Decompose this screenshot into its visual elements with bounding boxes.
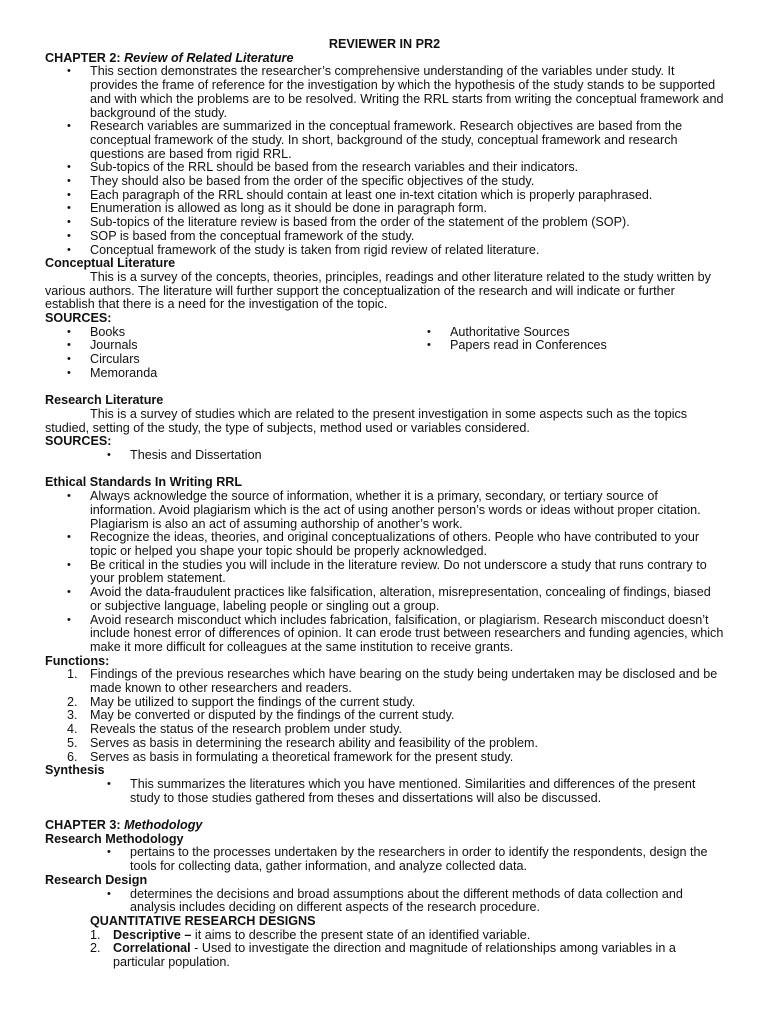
list-item: • Always acknowledge the source of information, whether it is a primary, secondary, or tertiary source of information. Avoid plagiarism which is the act of using another person’s words or ideas without proper citation. Plagiarism is also an act of assuming authorship of another’s work. — [45, 490, 724, 531]
list-item: • SOP is based from the conceptual framework of the study. — [45, 230, 724, 244]
synthesis-bullets — [45, 778, 724, 805]
sources-right-column — [405, 326, 724, 381]
chapter-2-heading — [45, 52, 724, 66]
list-item: • Books — [45, 326, 405, 340]
list-number: 6. — [67, 749, 78, 764]
research-literature-heading: Research Literature — [45, 393, 164, 408]
list-number: 3. — [67, 708, 78, 723]
quantitative-designs-list — [45, 929, 724, 970]
list-number: 2. — [67, 694, 78, 709]
research-design-bullets — [45, 888, 724, 915]
list-number: 4. — [67, 722, 78, 737]
ethical-standards-bullets — [45, 490, 724, 654]
list-item: • This section demonstrates the researcher’s comprehensive understanding of the variables under study. It provides the frame of reference for the investigation by which the hypothesis of the study stands to be supported and with which the problems are to be resolved. Writing the RRL starts from writing the conceptual framework and background of the study. — [45, 65, 724, 120]
list-number: 5. — [67, 735, 78, 750]
list-item — [45, 696, 724, 710]
document-title: REVIEWER IN PR2 — [328, 37, 441, 51]
list-item: • Avoid the data-fraudulent practices like falsification, alteration, misrepresentation, concealing of findings, biased or subjective language, labeling people or singling out a group. — [45, 586, 724, 613]
sources-left-column — [45, 326, 405, 381]
research-sources-label: SOURCES: — [45, 434, 112, 449]
chapter-2-name: Review of Related Literature — [124, 50, 294, 65]
list-text: May be converted or disputed by the findings of the current study. — [90, 708, 455, 723]
research-methodology-heading: Research Methodology — [45, 831, 184, 846]
design-term: Correlational — [113, 941, 191, 956]
research-methodology-bullets — [45, 846, 724, 873]
list-item: • Research variables are summarized in the conceptual framework. Research objectives are based from the conceptual framework of the study. In short, background of the study, conceptual framework and research questions are based from rigid RRL. — [45, 120, 724, 161]
list-item: • Sub-topics of the RRL should be based from the research variables and their indicators. — [45, 161, 724, 175]
chapter-3-heading — [45, 819, 724, 833]
list-item: • Authoritative Sources — [405, 326, 724, 340]
list-item: • determines the decisions and broad assumptions about the different methods of data collection and analysis includes deciding on different aspects of the research procedure. — [45, 888, 724, 915]
design-text: it aims to describe the present state of an identified variable. — [194, 927, 531, 942]
list-item: • Recognize the ideas, theories, and original conceptualizations of others. People who have contributed to your topic or helped you shape your topic should be properly acknowledged. — [45, 531, 724, 558]
synthesis-heading: Synthesis — [45, 763, 105, 778]
list-item: • Sub-topics of the literature review is based from the order of the statement of the problem (SOP). — [45, 216, 724, 230]
research-sources — [45, 449, 724, 463]
conceptual-sources — [45, 326, 724, 381]
functions-heading: Functions: — [45, 653, 110, 668]
list-text: May be utilized to support the findings of the current study. — [90, 694, 416, 709]
list-item: • Thesis and Dissertation — [45, 449, 724, 463]
chapter-2-prefix: CHAPTER 2: — [45, 50, 125, 65]
list-item — [45, 737, 724, 751]
list-item — [45, 723, 724, 737]
list-number: 2. — [90, 941, 101, 956]
chapter-3-name: Methodology — [124, 818, 203, 833]
chapter-3-prefix: CHAPTER 3: — [45, 818, 125, 833]
list-text: Serves as basis in formulating a theoretical framework for the present study. — [90, 749, 514, 764]
list-item: • This summarizes the literatures which you have mentioned. Similarities and differences of the present study to those studies gathered from theses and dissertations will also be discussed. — [45, 778, 724, 805]
list-item: • Journals — [45, 339, 405, 353]
research-literature-text: This is a survey of studies which are related to the present investigation in some aspects such as the topics studied, setting of the study, the type of subjects, method used or variables considered. — [45, 406, 688, 435]
list-text: Reveals the status of the research problem under study. — [90, 722, 402, 737]
functions-list — [45, 668, 724, 764]
list-item: • pertains to the processes undertaken by the researchers in order to identify the respondents, design the tools for collecting data, gather information, and analyze collected data. — [45, 846, 724, 873]
list-item: • They should also be based from the order of the specific objectives of the study. — [45, 175, 724, 189]
list-item — [45, 668, 724, 695]
list-number: 1. — [90, 927, 101, 942]
list-item: • Conceptual framework of the study is taken from rigid review of related literature. — [45, 244, 724, 258]
list-item: • Be critical in the studies you will include in the literature review. Do not underscore a study that runs contrary to your problem statement. — [45, 559, 724, 586]
list-item: • Avoid research misconduct which includes fabrication, falsification, or plagiarism. Research misconduct doesn’t include honest error of differences of opinion. It can erode trust between researchers and funding agencies, which make it more difficult for colleagues at the same institution to receive grants. — [45, 614, 724, 655]
list-item: • Enumeration is allowed as long as it should be done in paragraph form. — [45, 202, 724, 216]
design-term: Descriptive – — [113, 927, 195, 942]
research-design-heading: Research Design — [45, 872, 148, 887]
list-text: Serves as basis in determining the research ability and feasibility of the problem. — [90, 735, 539, 750]
list-item — [45, 751, 724, 765]
conceptual-literature-text: This is a survey of the concepts, theories, principles, readings and other literature related to the study written by various authors. The literature will further support the conceptualization of the research and will indicate or further establish that there is a need for the investigation of the topic. — [45, 269, 711, 312]
list-item: • Papers read in Conferences — [405, 339, 724, 353]
list-item: • Memoranda — [45, 367, 405, 381]
list-item: • Circulars — [45, 353, 405, 367]
list-item — [45, 929, 724, 943]
list-item — [45, 709, 724, 723]
ethical-standards-heading: Ethical Standards In Writing RRL — [45, 475, 243, 490]
list-number: 1. — [67, 667, 78, 682]
conceptual-sources-label: SOURCES: — [45, 311, 112, 326]
list-item: • Each paragraph of the RRL should contain at least one in-text citation which is properly paraphrased. — [45, 189, 724, 203]
conceptual-literature-heading: Conceptual Literature — [45, 256, 176, 271]
list-item — [45, 942, 724, 969]
design-text: - Used to investigate the direction and magnitude of relationships among variables in a particular population. — [113, 941, 676, 970]
chapter-2-bullets — [45, 65, 724, 257]
quantitative-designs-heading: QUANTITATIVE RESEARCH DESIGNS — [90, 913, 316, 928]
list-text: Findings of the previous researches which have bearing on the study being undertaken may be disclosed and be made known to other researchers and readers. — [90, 667, 718, 696]
